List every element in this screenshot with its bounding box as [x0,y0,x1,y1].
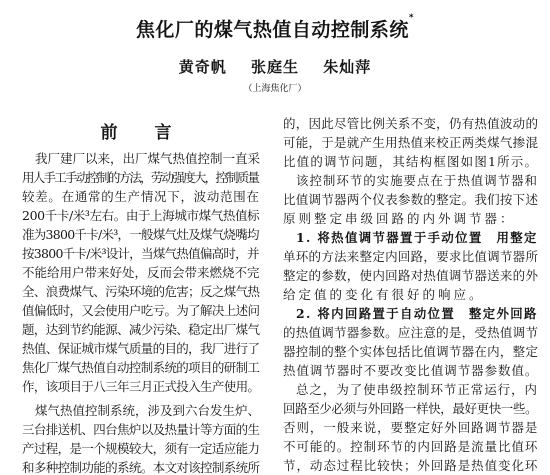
text-line: 热值、保证城市煤气质量的目的，我厂进行了 [22,341,260,356]
text-line: 用人手工手动控制的方法，劳动强度大，控制质量 [22,170,259,185]
text-line: 产过程，是一个规模较大，须有一定适应能力 [22,441,260,456]
text-line: 煤气热值控制系统，涉及到六台发生炉、 [35,403,261,418]
text-line: 不可能的。控制环节的内回路是流量比值环 [283,439,539,454]
text-line: 的热值调节器参数。应注意的是，受热值调节 [283,325,539,340]
text-line: 不能给用户带来好处，反而会带来燃烧不完 [22,265,260,280]
text-line: 比值调节器两个仪表参数的整定。我们按下述 [283,192,539,207]
author-name: 张庭生 [250,58,299,76]
text-line: 按3800千卡/米³设计，当煤气热值偏高时，并 [22,246,259,261]
numbered-step-heading: 2. 将内回路置于自动位置 整定外回路 [296,306,538,321]
article-title-text: 焦化厂的煤气热值自动控制系统 [135,19,409,41]
text-line: 作，该项目于八三年三月正式投入生产使用。 [22,379,260,394]
text-line: 整定的参数，使内回路对热值调节器送来的外 [283,268,539,283]
text-line: 总之，为了使串级控制环节正常运行，内 [296,382,539,397]
text-line: 200千卡/米³左右。由于上海城市煤气热值标 [22,208,260,223]
text-line: 和多种控制功能的系统。本文对该控制系统所 [22,460,260,475]
text-line: 题，达到节约能源、减少污染、稳定出厂煤气 [22,322,260,337]
article-title [0,15,550,42]
text-line: 准为3800千卡/米³，一般煤气灶及煤气烧嘴均 [22,227,259,242]
text-line: 值偏低时，又会使用户吃亏。为了解决上述问 [22,303,260,318]
text-line: 器控制的整个实体包括比值调节器在内，整定 [283,344,539,359]
text-line: 否则，一般来说，要整定好外回路调节器是 [283,420,539,435]
title-footnote-mark: * [408,13,415,23]
section-heading: 前 言 [100,123,182,143]
text-line: 可能，于是就产生用热值来校正两类煤气掺混 [283,135,539,150]
author-name: 朱灿萍 [323,58,372,76]
text-line: 原则整定串级回路的内外调节器： [283,211,516,226]
numbered-step-heading: 1. 将热值调节器置于手动位置 用整定 [296,230,538,245]
text-line: 焦化厂煤气热值自动控制系统的项目的研制工 [22,360,260,375]
author-name: 黄奇帆 [178,58,227,76]
text-line: 较差。在通常的生产情况下，波动范围在 [22,189,260,204]
text-line: 比值的调节问题，其结构框图如图1所示。 [283,154,539,169]
text-line: 全、浪费煤气、污染环境的危害；反之煤气热 [22,284,260,299]
author-affiliation: （上海焦化厂） [243,84,307,94]
text-line: 我厂建厂以来，出厂煤气热值控制一直采 [35,151,261,166]
text-line: 给定值的变化有很好的响应。 [283,287,485,302]
text-line: 该控制环节的实施要点在于热值调节器和 [296,173,539,188]
text-line: 的，因此尽管比例关系不变，仍有热值波动的 [283,116,539,131]
text-line: 节，动态过程比较快；外回路是热值变化环 [283,458,539,473]
author-list [0,56,550,77]
text-line: 三台排送机、四台焦炉以及热量计等方面的生 [22,422,260,437]
text-line: 回路至少必须与外回路一样快，最好更快一些。 [283,401,538,416]
text-line: 热值调节器时不要改变比值调节器参数值。 [283,363,539,378]
text-line: 单环的方法来整定内回路，要求比值调节器所 [283,249,539,264]
